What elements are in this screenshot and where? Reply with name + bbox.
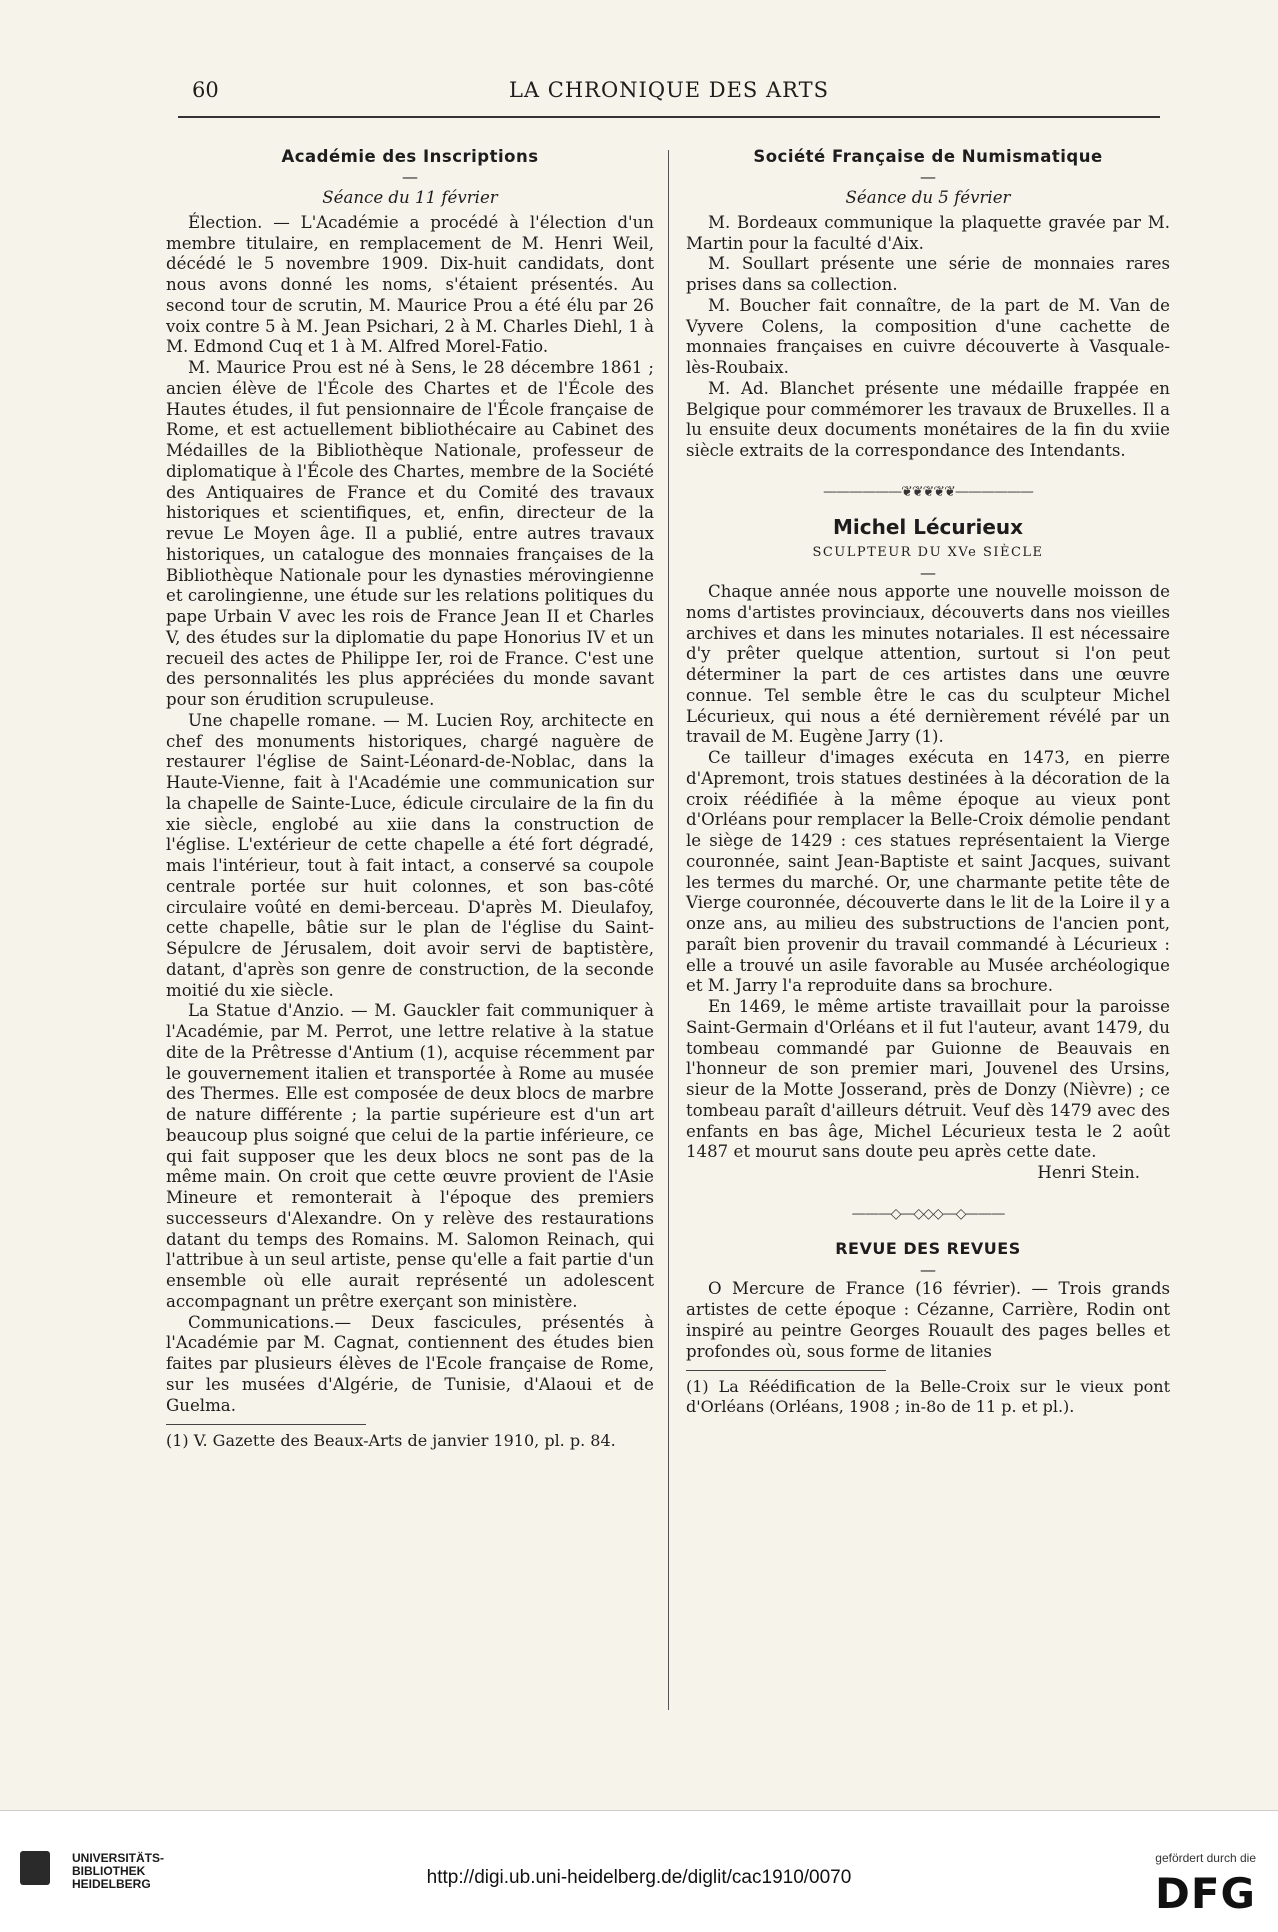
left-column — [166, 146, 654, 1451]
footnote-rule — [686, 1370, 886, 1371]
paragraph-bordeaux: M. Bordeaux communique la plaquette gravée par M. Martin pour la faculté d'Aix. — [686, 212, 1170, 253]
paragraph-prou: M. Maurice Prou est né à Sens, le 28 décembre 1861 ; ancien élève de l'École des Chartes et de l'École des Hautes études, il fut pensionnaire de l'École française de Rome, et est actuellement bibliothécaire au Cabinet des Médailles de la Bibliothèque Nationale, professeur de diplomatique à l'École des Chartes, membre de la Société des Antiquaires de France et du Comité des travaux historiques et scientifiques, et, enfin, directeur de la revue Le Moyen âge. Il a publié, entre autres travaux historiques, un catalogue des monnaies françaises de la Bibliothèque Nationale pour les dynasties mérovingienne et carolingienne, une étude sur les relations politiques du pape Urbain V avec les rois de France Jean II et Charles V, des études sur la diplomatie du pape Honorius IV et un recueil des actes de Philippe Ier, roi de France. C'est une des personnalités les plus appréciées du monde savant pour son érudition scrupuleuse. — [166, 358, 654, 709]
paragraph-chapelle: Une chapelle romane. — M. Lucien Roy, architecte en chef des monuments historiques, chargé naguère de restaurer l'église de Saint-Léonard-de-Noblac, dans la Haute-Vienne, fait à l'Académie une communication sur la chapelle de Sainte-Luce, édicule circulaire de la fin du xie siècle, englobé au xiie dans la construction de l'église. L'extérieur de cette chapelle a été fort dégradé, mais l'intérieur, tout à fait intact, a conservé sa coupole centrale portée sur huit colonnes, et son bas-côté circulaire voûté en demi-berceau. D'après M. Dieulafoy, cette chapelle, bâtie sur le plan de l'église du Saint-Sépulcre de Jérusalem, doit avoir servi de baptistère, datant, d'après son genre de construction, de la seconde moitié du xie siècle. — [166, 710, 654, 1000]
footnote-rule — [166, 1424, 366, 1425]
article-paragraph: Chaque année nous apporte une nouvelle moisson de noms d'artistes provinciaux, découverts dans nos vieilles archives et dans les minutes notariales. Il est nécessaire d'y prêter quelque attention, surtout si l'on peut déterminer la part de ces artistes dans une œuvre connue. Tel semble être le cas du sculpteur Michel Lécurieux, qui nous a été dernièrement révélé par un travail de M. Eugène Jarry (1). — [686, 582, 1170, 747]
column-divider — [668, 150, 669, 1710]
footnote-left: (1) V. Gazette des Beaux-Arts de janvier 1910, pl. p. 84. — [166, 1431, 616, 1451]
paragraph-blanchet: M. Ad. Blanchet présente une médaille frappée en Belgique pour commémorer les travaux de Bruxelles. Il a lu ensuite deux documents monétaires de la fin du xviie siècle extraits de la correspondance des Intendants. — [686, 378, 1170, 460]
library-line: UNIVERSITÄTS- — [72, 1851, 165, 1865]
article-paragraph: Ce tailleur d'images exécuta en 1473, en pierre d'Apremont, trois statues destinées à la décoration de la croix réédifiée à la même époque au vieux pont d'Orléans pour remplacer la Belle-Croix démolie pendant le siège de 1429 : ces statues représentaient la Vierge couronnée, saint Jean-Baptiste et saint Jacques, suivant les termes du marché. Or, une charmante petite tête de Vierge couronnée, découverte dans le lit de la Loire il y a onze ans, au milieu des substructions de l'ancien pont, paraît bien provenir du travail commandé à Lécurieux : elle a trouvé un asile favorable au Musée archéologique et M. Jarry l'a reproduite dans sa brochure. — [686, 748, 1170, 996]
page-number: 60 — [192, 78, 219, 102]
viewer-footer — [0, 1810, 1278, 1932]
section-title-revue: REVUE DES REVUES — [835, 1238, 1021, 1258]
running-header — [178, 74, 1160, 104]
paragraph-election: Élection. — L'Académie a procédé à l'élection d'un membre titulaire, en remplacement de M. Henri Weil, décédé le 5 novembre 1909. Dix-huit candidats, dont nous avons donné les noms, s'étaient présentés. Au second tour de scrutin, M. Maurice Prou a été élu par 26 voix contre 5 à M. Jean Psichari, 2 à M. Charles Diehl, 1 à M. Edmond Cuq et 1 à M. Alfred Morel-Fatio. — [166, 212, 654, 357]
funded-by-label: gefördert durch die — [1155, 1851, 1256, 1865]
ornament-divider: ———◇—◇◇◇—◇——— — [851, 1205, 1005, 1222]
article-dash: — — [920, 563, 936, 582]
running-title: LA CHRONIQUE DES ARTS — [508, 78, 829, 102]
seance-date: Séance du 11 février — [322, 188, 498, 207]
article-subtitle: SCULPTEUR DU XVe SIÈCLE — [812, 545, 1044, 561]
paragraph-anzio: La Statue d'Anzio. — M. Gauckler fait communiquer à l'Académie, par M. Perrot, une lettre relative à la statue dite de la Prêtresse d'Antium (1), acquise récemment par le gouvernement italien et transportée à Rome au musée des Thermes. Elle est composée de deux blocs de marbre de nature différente ; la partie supérieure est d'un art beaucoup plus soigné que celui de la partie inférieure, ce qui fait supposer que les deux blocs ne sont pas de la même main. On croit que cette œuvre provient de l'Asie Mineure et remonterait à l'époque des premiers successeurs d'Alexandre. On y relève des restaurations datant du temps des Romains. M. Salomon Reinach, qui l'attribue à un seul artiste, pense qu'elle a fait partie d'un ensemble où elle aurait représenté un adolescent accompagnant un prêtre exerçant son ministère. — [166, 1001, 654, 1311]
library-line: BIBLIOTHEK — [72, 1864, 146, 1878]
seance-date: Séance du 5 février — [845, 188, 1011, 207]
footnote-right: (1) La Réédification de la Belle-Croix sur le vieux pont d'Orléans (Orléans, 1908 ; in-8o de 11 p. et pl.). — [686, 1377, 1170, 1417]
article-title: Michel Lécurieux — [832, 514, 1024, 539]
title-dash: — — [402, 167, 418, 186]
right-column — [686, 146, 1170, 1417]
revue-dash: — — [920, 1260, 936, 1280]
header-rule — [178, 116, 1160, 118]
paragraph-communications: Communications.— Deux fascicules, présentés à l'Académie par M. Cagnat, contiennent des études bien faites par plusieurs élèves de l'Ecole française de Rome, sur les musées d'Algérie, de Tunisie, d'Alaoui et de Guelma. — [166, 1312, 654, 1415]
article-paragraph: En 1469, le même artiste travaillait pour la paroisse Saint-Germain d'Orléans et il fut l'auteur, avant 1479, du tombeau commandé par Guionne de Beauvais en l'honneur de son premier mari, Jouvenel des Ursins, sieur de la Motte Josserand, près de Donzy (Nièvre) ; ce tombeau paraît d'ailleurs détruit. Veuf dès 1479 avec des enfants en bas âge, Michel Lécurieux testa le 2 août 1487 et mourut sans doute peu après cette date. — [686, 997, 1170, 1162]
paragraph-soullart: M. Soullart présente une série de monnaies rares prises dans sa collection. — [686, 254, 1170, 294]
article-signature: Henri Stein. — [1037, 1163, 1140, 1182]
revue-paragraph: O Mercure de France (16 février). — Trois grands artistes de cette époque : Cézanne, Carrière, Rodin ont inspiré au peintre Georges Rouault des pages belles et profondes où, sous forme de litanies — [686, 1279, 1170, 1361]
section-title-academie: Académie des Inscriptions — [281, 147, 539, 166]
ornament-divider: ——————❦❦❦❦❦—————— — [823, 483, 1033, 500]
library-line: HEIDELBERG — [72, 1877, 151, 1891]
title-dash: — — [920, 167, 936, 186]
permalink[interactable]: http://digi.ub.uni-heidelberg.de/diglit/cac1910/0070 — [426, 1867, 852, 1888]
dfg-logo: DFG — [1154, 1869, 1256, 1918]
section-title-numismatique: Société Française de Numismatique — [753, 147, 1103, 166]
paragraph-boucher: M. Boucher fait connaître, de la part de M. Van de Vyvere Colens, la composition d'une cachette de monnaies françaises en cuivre découverte à Vasquale-lès-Roubaix. — [686, 295, 1170, 377]
